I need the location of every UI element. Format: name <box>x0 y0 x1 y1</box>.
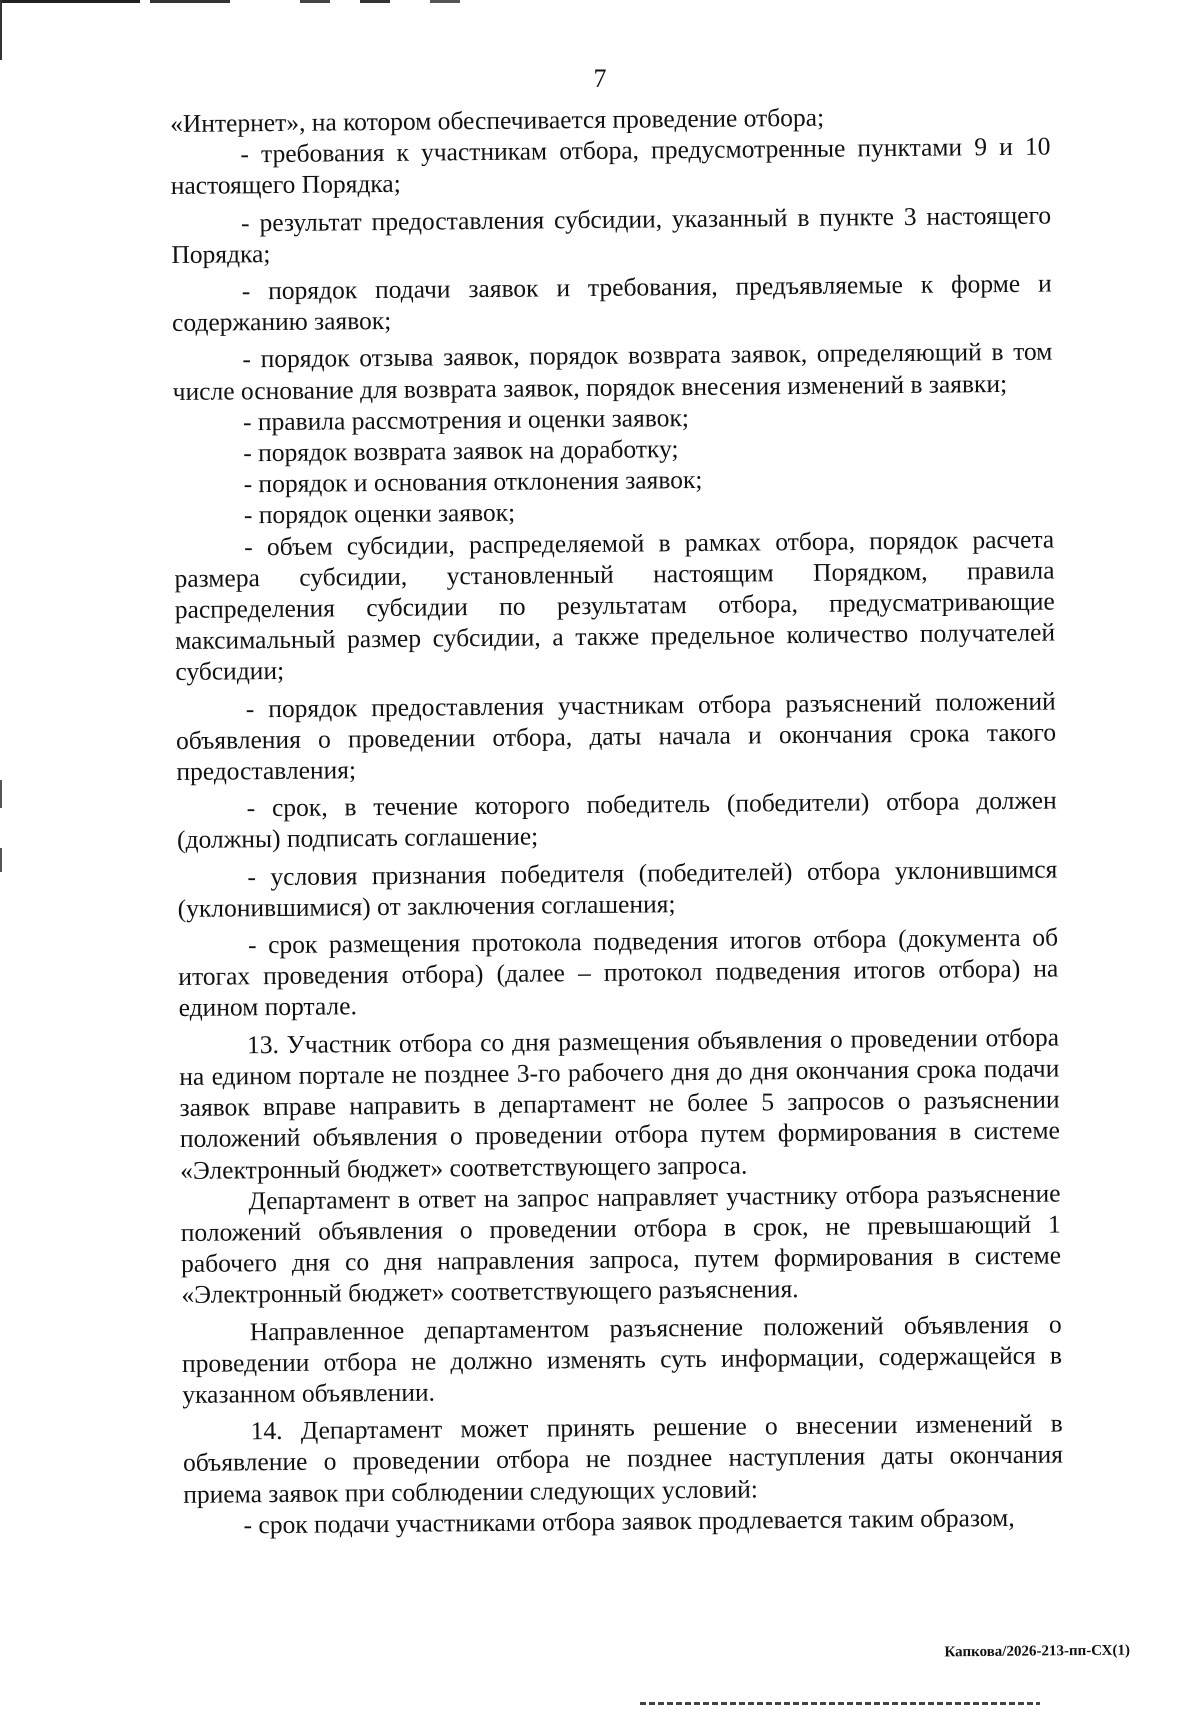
paragraph: 13. Участник отбора со дня размещения объявления о проведении отбора на едином портале не позднее 3-го рабочего дня до дня окончания срока подачи заявок вправе направить в департамент не более 5 запросов о разъяснении положений объявления о проведении отбора путем формирования в системе «Электронный бюджет» соответствующего запроса. <box>179 1022 1060 1185</box>
paragraph: - порядок оценки заявок; <box>243 498 516 530</box>
paragraph: «Интернет», на котором обеспечивается проведение отбора; <box>170 102 825 138</box>
document-code: Капкова/2026-213-пп-СХ(1) <box>944 1642 1131 1661</box>
scan-mark-left <box>0 780 2 808</box>
paragraph: - порядок возврата заявок на доработку; <box>243 434 679 468</box>
paragraph: - порядок отзыва заявок, порядок возврата заявок, определяющий в том числе основание для возврата заявок, порядок внесения изменений в заявки; <box>172 336 1053 406</box>
paragraph: - порядок и основания отклонения заявок; <box>243 465 703 499</box>
paragraph: - порядок подачи заявок и требования, предъявляемые к форме и содержанию заявок; <box>171 268 1052 338</box>
paragraph: - порядок предоставления участникам отбора разъяснений положений объявления о проведении отбора, даты начала и окончания срока такого предоставления; <box>175 686 1057 787</box>
paragraph: - объем субсидии, распределяемой в рамках отбора, порядок расчета размера субсидии, установленный настоящим Порядком, правила распределения субсидии по результатам отбора, предусматривающие максимальный размер субсидии, а также предельное количество получателей субсидии; <box>174 524 1056 687</box>
document-body <box>170 100 1064 1541</box>
page-number: 7 <box>593 64 607 93</box>
scan-edge-bottom <box>640 1702 1040 1705</box>
paragraph: - условия признания победителя (победителей) отбора уклонившимся (уклонившимися) от заключения соглашения; <box>177 854 1058 923</box>
scan-mark-left <box>0 848 2 872</box>
scan-edge-top <box>0 0 470 3</box>
scan-edge-left <box>0 0 2 60</box>
paragraph: Направленное департаментом разъяснение положений объявления о проведении отбора не должно изменять суть информации, содержащейся в указанном объявлении. <box>181 1309 1063 1409</box>
paragraph: - требования к участникам отбора, предусмотренные пунктами 9 и 10 настоящего Порядка; <box>170 131 1051 201</box>
paragraph: 14. Департамент может принять решение о внесении изменений в объявление о проведении отбора не позднее наступления даты окончания приема заявок при соблюдении следующих условий: <box>182 1408 1064 1509</box>
paragraph: Департамент в ответ на запрос направляет участнику отбора разъяснение положений объявления о проведении отбора в срок, не превышающий 1 рабочего дня со дня направления запроса, путем формирования в системе «Электронный бюджет» соответствующего разъяснения. <box>180 1178 1062 1310</box>
paragraph: - результат предоставления субсидии, указанный в пункте 3 настоящего Порядка; <box>171 200 1052 269</box>
paragraph: - срок размещения протокола подведения итогов отбора (документа об итогах проведения отбора) (далее – протокол подведения итогов отбора) на едином портале. <box>178 922 1059 1023</box>
paragraph: - срок подачи участниками отбора заявок продлевается таким образом, <box>243 1502 1015 1540</box>
paragraph: - правила рассмотрения и оценки заявок; <box>242 402 690 437</box>
paragraph: - срок, в течение которого победитель (победители) отбора должен (должны) подписать соглашение; <box>176 785 1057 855</box>
